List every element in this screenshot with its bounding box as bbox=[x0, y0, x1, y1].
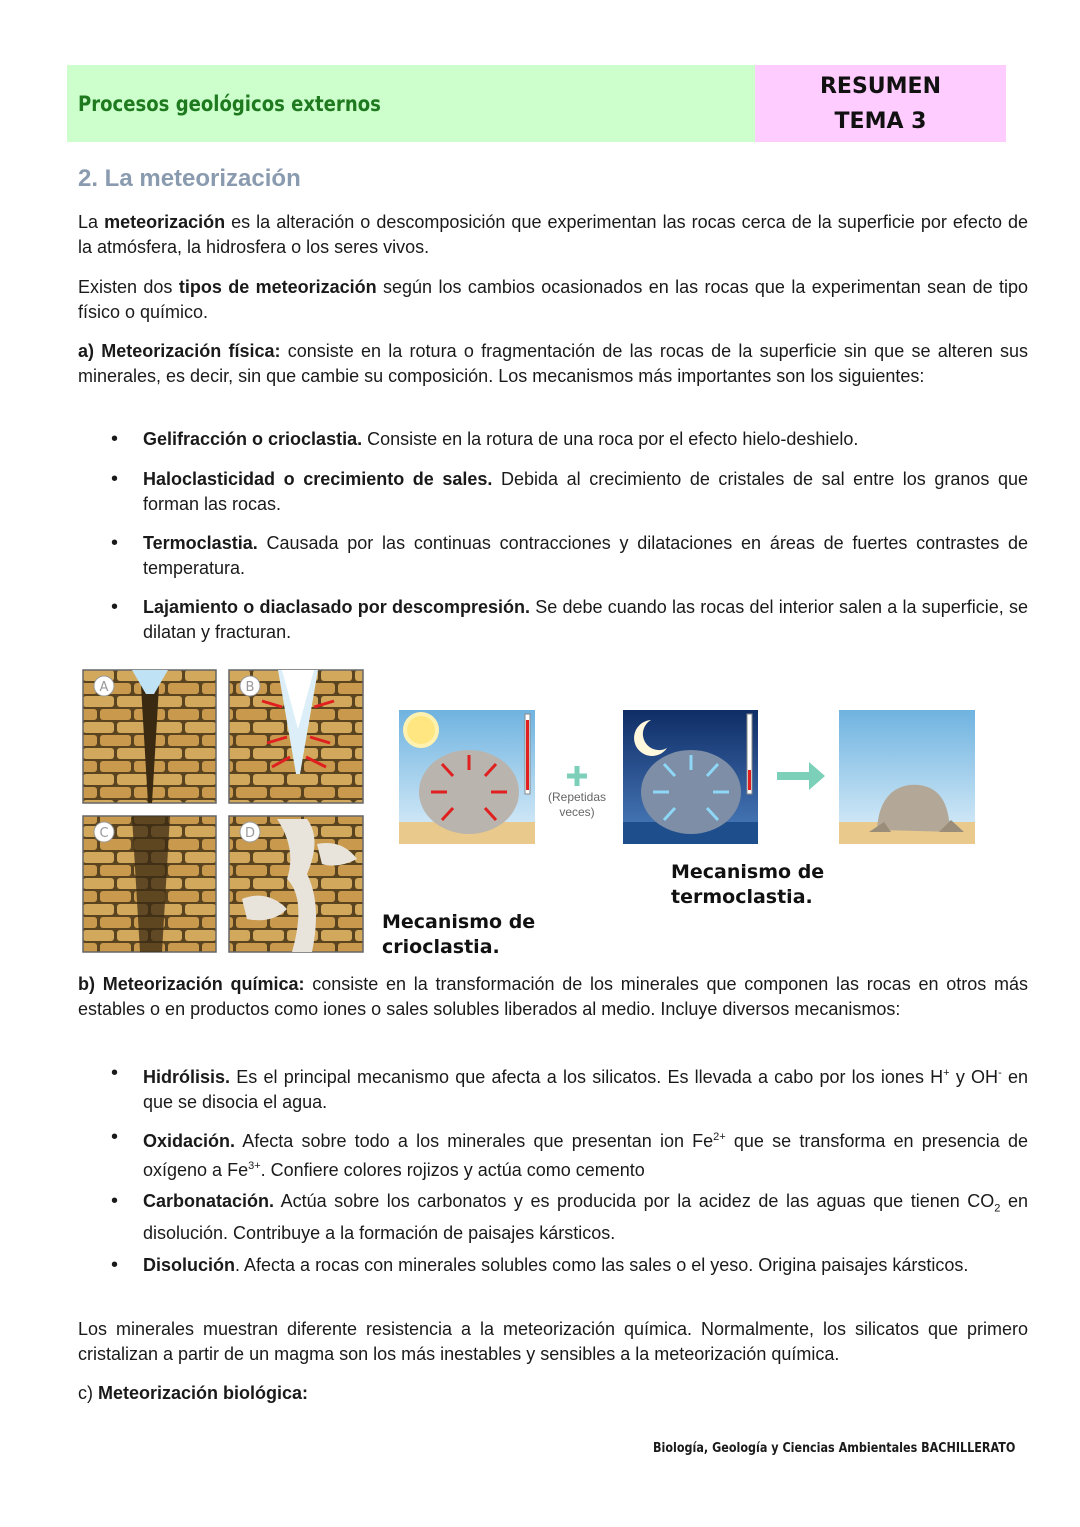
result-panel bbox=[839, 710, 975, 844]
text-span: Existen dos bbox=[78, 277, 179, 297]
term-meteorizacion: meteorización bbox=[104, 212, 226, 232]
panel-a bbox=[83, 670, 216, 803]
list-item bbox=[143, 531, 1028, 580]
repeat-note bbox=[542, 790, 612, 820]
bullet-term: Carbonatación. bbox=[143, 1191, 275, 1211]
bullet-term: Oxidación. bbox=[143, 1131, 236, 1151]
night-panel bbox=[623, 710, 758, 844]
text-span: y OH bbox=[949, 1067, 999, 1087]
bullet-term: Termoclastia. bbox=[143, 533, 258, 553]
subscript: 2 bbox=[994, 1202, 1001, 1215]
caption-line: Mecanismo de bbox=[382, 911, 536, 933]
day-panel bbox=[399, 710, 535, 844]
text-span: Afecta sobre todo a los minerales que presentan ion Fe bbox=[235, 1131, 714, 1151]
sun-icon bbox=[405, 714, 437, 746]
bullet-term: Gelifracción o crioclastia. bbox=[143, 429, 363, 449]
repeat-line-2: veces) bbox=[559, 805, 595, 819]
physical-paragraph bbox=[78, 339, 1028, 388]
superscript: - bbox=[998, 1067, 1002, 1079]
panel-label-d: D bbox=[244, 826, 256, 841]
badge-line-2: TEMA 3 bbox=[834, 108, 927, 134]
bullet-text: Se debe cuando las rocas del interior salen a la superficie, se dilatan y fracturan. bbox=[143, 597, 1028, 642]
caption-line: termoclastia. bbox=[671, 886, 813, 908]
header-badge bbox=[755, 65, 1006, 142]
resistance-paragraph: Los minerales muestran diferente resistencia a la meteorización química. Normalmente, los silicatos que primero cristalizan a partir de un magma son los más inestables y sensibles a la meteorización química. bbox=[78, 1319, 1028, 1364]
termoclastia-figure bbox=[399, 710, 975, 844]
bullet-text: Causada por las continuas contracciones y dilataciones en áreas de fuertes contrastes de temperatura. bbox=[143, 533, 1028, 578]
repeat-line-1: (Repetidas bbox=[547, 790, 607, 804]
arrow-right-icon bbox=[777, 762, 825, 790]
badge-line-1: RESUMEN bbox=[819, 73, 941, 99]
panel-label-c: C bbox=[99, 826, 109, 841]
panel-d bbox=[229, 816, 363, 952]
list-item bbox=[143, 467, 1028, 516]
panel-label-b: B bbox=[245, 680, 255, 695]
list-item bbox=[143, 427, 1028, 452]
intro-paragraph-1 bbox=[78, 210, 1028, 259]
bullet-term: Haloclasticidad o crecimiento de sales. bbox=[143, 469, 493, 489]
physical-heading: a) Meteorización física: bbox=[78, 341, 281, 361]
biological-heading-line bbox=[78, 1381, 1028, 1406]
biological-heading: Meteorización biológica: bbox=[98, 1383, 309, 1403]
text-span: . Afecta a rocas con minerales solubles como las sales o el yeso. Origina paisajes kársticos. bbox=[235, 1255, 969, 1275]
superscript: 3+ bbox=[248, 1159, 261, 1172]
bullet-term: Hidrólisis. bbox=[143, 1067, 231, 1087]
panel-b bbox=[229, 670, 363, 803]
list-item bbox=[143, 1189, 1028, 1246]
text-span: Actúa sobre los carbonatos y es producida por la acidez de las aguas que tienen CO bbox=[274, 1191, 995, 1211]
chemical-heading: b) Meteorización química: bbox=[78, 974, 305, 994]
plus-icon bbox=[567, 766, 587, 786]
panel-label-a: A bbox=[99, 680, 109, 695]
caption-line: Mecanismo de bbox=[671, 861, 825, 883]
text-span: que se transforma en presencia de oxígeno a Fe bbox=[143, 1131, 1028, 1180]
text-span: consiste en la rotura o fragmentación de las rocas de la superficie sin que se alteren sus minerales, es decir, sin que cambie su composición. Los mecanismos más importantes son los siguientes: bbox=[78, 341, 1028, 386]
superscript: + bbox=[943, 1067, 950, 1079]
text-span: es la alteración o descomposición que experimentan las rocas cerca de la superficie por efecto de la atmósfera, la hidrosfera o los seres vivos. bbox=[78, 212, 1029, 257]
bullet-text: Consiste en la rotura de una roca por el efecto hielo-deshielo. bbox=[362, 429, 859, 449]
header-title-box bbox=[67, 65, 755, 142]
bullet-text: Debida al crecimiento de cristales de sal entre los granos que forman las rocas. bbox=[143, 469, 1029, 514]
list-item bbox=[143, 1253, 1028, 1278]
section-heading: 2. La meteorización bbox=[78, 165, 301, 192]
list-item bbox=[143, 1125, 1028, 1182]
list-item bbox=[143, 1061, 1028, 1114]
term-tipos: tipos de meteorización bbox=[178, 277, 377, 297]
text-span: en disolución. Contribuye a la formación de paisajes kársticos. bbox=[143, 1191, 1028, 1244]
bullet-term: Disolución bbox=[143, 1255, 236, 1275]
text-span: consiste en la transformación de los minerales que componen las rocas en otros más estables o en productos como iones o sales solubles liberados al medio. Incluye diversos mecanismos: bbox=[78, 974, 1028, 1019]
text-span: . Confiere colores rojizos y actúa como cemento bbox=[260, 1159, 645, 1180]
text-span: La bbox=[78, 212, 105, 232]
superscript: 2+ bbox=[713, 1131, 726, 1143]
list-item bbox=[143, 595, 1028, 644]
chemical-paragraph bbox=[78, 972, 1028, 1021]
text-span: según los cambios ocasionados en las rocas que la experimentan sean de tipo físico o químico. bbox=[78, 277, 1028, 322]
text-span: c) bbox=[78, 1383, 98, 1403]
panel-c bbox=[83, 816, 216, 952]
page-footer: Biología, Geología y Ciencias Ambientales BACHILLERATO bbox=[652, 1441, 1015, 1456]
caption-termoclastia bbox=[671, 860, 824, 910]
bullet-term: Lajamiento o diaclasado por descompresión. bbox=[143, 597, 530, 617]
caption-line: crioclastia. bbox=[382, 936, 500, 958]
text-span: Es el principal mecanismo que afecta a los silicatos. Es llevada a cabo por los iones H bbox=[230, 1067, 944, 1087]
text-span: en que se disocia el agua. bbox=[143, 1067, 1028, 1112]
page-header bbox=[67, 65, 1006, 142]
crioclastia-figure bbox=[82, 669, 364, 953]
intro-paragraph-2 bbox=[78, 275, 1028, 324]
caption-crioclastia bbox=[382, 910, 535, 960]
header-title: Procesos geológicos externos bbox=[78, 91, 381, 116]
